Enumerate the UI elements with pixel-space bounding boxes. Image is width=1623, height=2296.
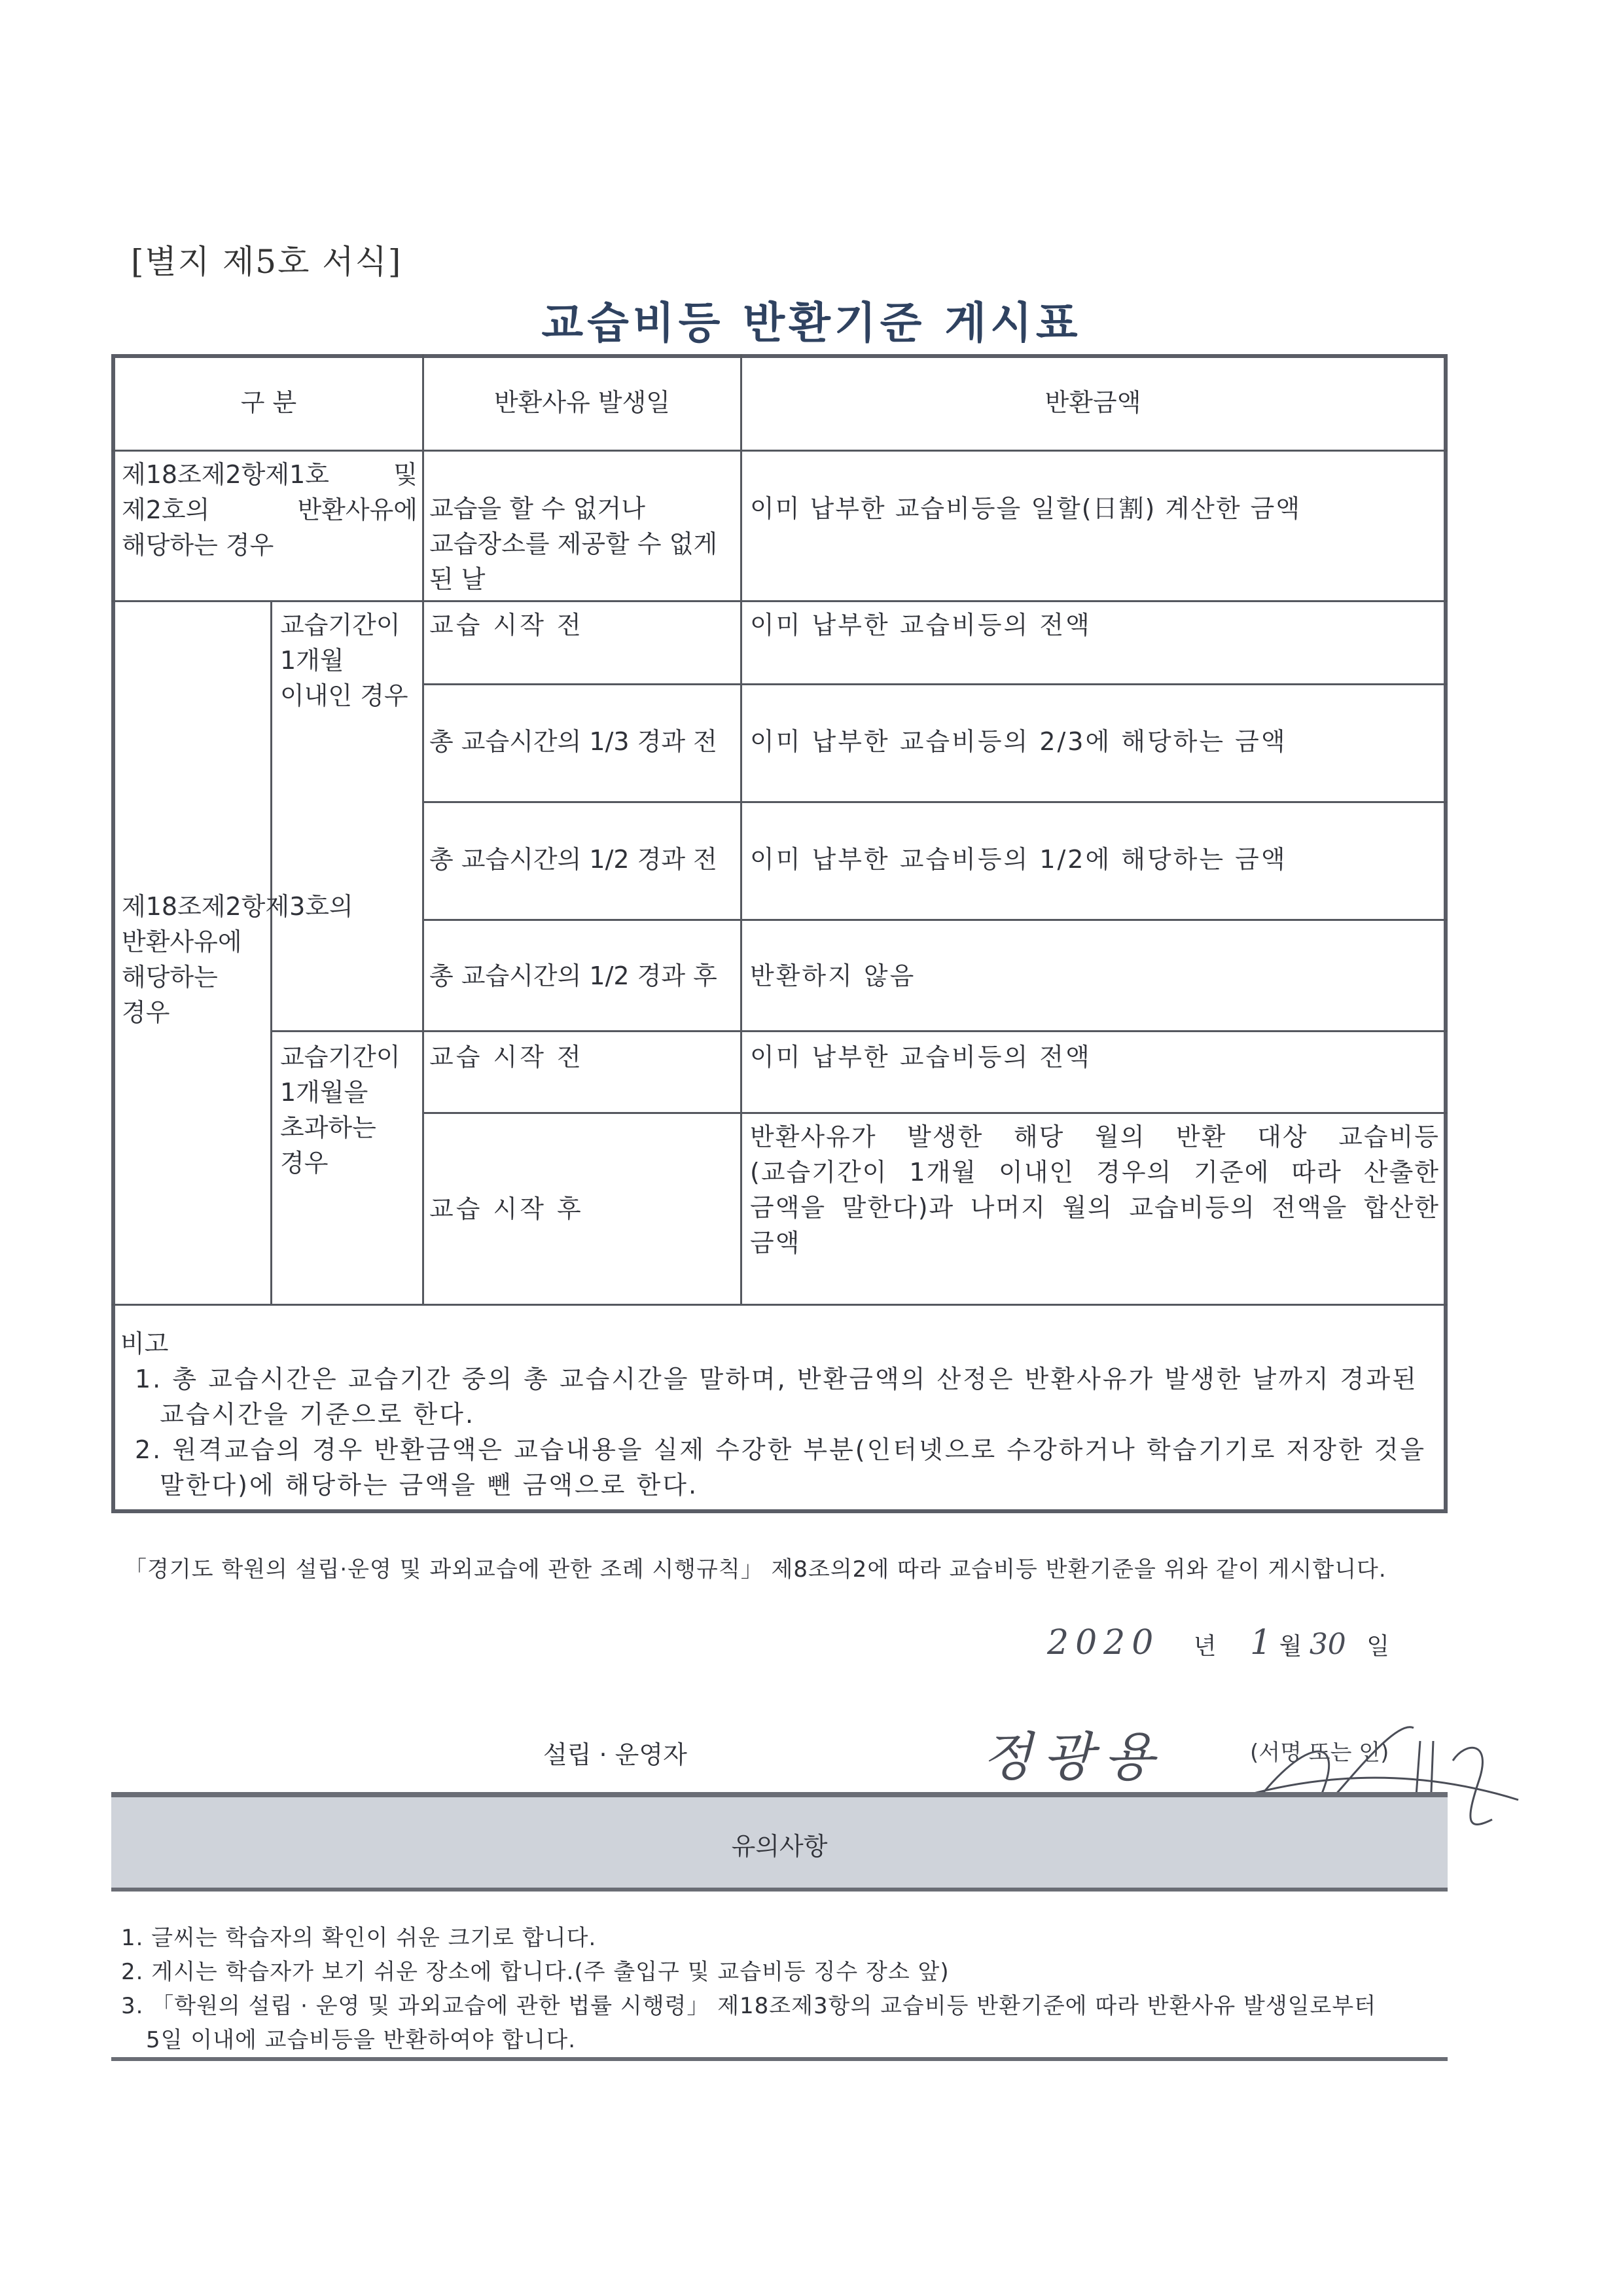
divider <box>111 450 1448 452</box>
sub-a-row2-amount: 이미 납부한 교습비등의 2/3에 해당하는 금액 <box>750 727 1287 756</box>
legal-notice: 「경기도 학원의 설립·운영 및 과외교습에 관한 조례 시행규칙」 제8조의2에 따라 교습비등 반환기준을 위와 같이 게시합니다. <box>124 1556 1387 1583</box>
sub-b-row1-amount: 이미 납부한 교습비등의 전액 <box>750 1043 1092 1071</box>
signer-name: 정광용 <box>982 1727 1165 1787</box>
sub-b-row1-occurrence: 교습 시작 전 <box>429 1043 584 1071</box>
sub-a-row1-amount: 이미 납부한 교습비등의 전액 <box>750 611 1092 639</box>
remark-item: 1. 총 교습시간은 교습기간 중의 총 교습시간을 말하며, 반환금액의 산정은 반환사유가 발생한 날까지 경과된 교습시간을 기준으로 한다. <box>135 1365 1418 1429</box>
divider <box>423 919 1448 921</box>
sub-a-row3-amount: 이미 납부한 교습비등의 1/2에 해당하는 금액 <box>750 845 1287 874</box>
date-day-unit: 일 <box>1366 1633 1390 1660</box>
date-month: 1 <box>1250 1623 1272 1662</box>
caution-item: 2. 게시는 학습자가 보기 쉬운 장소에 합니다.(주 출입구 및 교습비등 징수 장소 앞) <box>121 1959 950 1985</box>
date-month-unit: 월 <box>1279 1633 1302 1660</box>
divider <box>111 1304 1448 1306</box>
date-day: 30 <box>1309 1628 1346 1661</box>
form-label: [별지 제5호 서식] <box>131 243 402 281</box>
row1-category: 제18조제2항제1호 및 제2호의 반환사유에 해당하는 경우 <box>122 460 418 560</box>
date-year-unit: 년 <box>1193 1633 1217 1660</box>
divider <box>270 601 272 1304</box>
sub-b-label: 교습기간이 1개월을 초과하는 경우 <box>280 1043 401 1177</box>
date <box>1047 1623 1389 1662</box>
group2-category: 제18조제2항제3호의 반환사유에 해당하는 경우 <box>122 892 353 1027</box>
document-title: 교습비등 반환기준 게시표 <box>541 298 1082 348</box>
divider <box>423 683 1448 685</box>
sub-a-row2-occurrence: 총 교습시간의 1/3 경과 전 <box>429 727 717 756</box>
caution-item: 3. 「학원의 설립 · 운영 및 과외교습에 관한 법률 시행령」 제18조제3항의 교습비등 반환기준에 따라 반환사유 발생일로부터 <box>121 1993 1377 2019</box>
sub-b-row2-occurrence: 교습 시작 후 <box>429 1194 584 1223</box>
sub-a-row1-occurrence: 교습 시작 전 <box>429 611 584 639</box>
signer-label: 설립 · 운영자 <box>543 1740 687 1769</box>
divider <box>740 354 742 1304</box>
sub-a-row4-amount: 반환하지 않음 <box>750 961 916 990</box>
divider <box>423 1112 1448 1114</box>
sub-a-label: 교습기간이 1개월 이내인 경우 <box>280 611 408 710</box>
divider <box>423 801 1448 803</box>
caution-title: 유의사항 <box>731 1832 828 1861</box>
divider <box>111 600 1448 602</box>
caution-list <box>121 1921 1376 2057</box>
caution-item-continued: 5일 이내에 교습비등을 반환하여야 합니다. <box>146 2027 577 2053</box>
divider <box>422 354 424 1304</box>
signature-stamp-label: (서명 또는 인) <box>1250 1740 1389 1766</box>
sub-a-row4-occurrence: 총 교습시간의 1/2 경과 후 <box>429 961 717 990</box>
header-amount: 반환금액 <box>1044 388 1141 417</box>
remark-item: 2. 원격교습의 경우 반환금액은 교습내용을 실제 수강한 부분(인터넷으로 수강하거나 학습기기로 저장한 것을 말한다)에 해당하는 금액을 뺀 금액으로 한다. <box>135 1435 1427 1499</box>
row1-amount: 이미 납부한 교습비등을 일할(日割) 계산한 금액 <box>750 494 1302 523</box>
header-occurrence: 반환사유 발생일 <box>493 388 671 417</box>
header-category: 구 분 <box>240 388 297 417</box>
caution-item: 1. 글씨는 학습자의 확인이 쉬운 크기로 합니다. <box>121 1925 597 1951</box>
divider <box>270 1030 1448 1032</box>
sub-a-row3-occurrence: 총 교습시간의 1/2 경과 전 <box>429 845 717 874</box>
remarks-title: 비고 <box>120 1329 169 1358</box>
remarks <box>120 1326 1439 1503</box>
sub-b-row2-amount: 반환사유가 발생한 해당 월의 반환 대상 교습비등(교습기간이 1개월 이내인 경우의 기준에 따라 산출한 금액을 말한다)과 나머지 월의 교습비등의 전액을 합산한 금액 <box>750 1122 1440 1257</box>
row1-occurrence: 교습을 할 수 없거나 교습장소를 제공할 수 없게 된 날 <box>429 494 718 594</box>
date-year: 2020 <box>1047 1623 1160 1662</box>
bottom-rule <box>111 2057 1448 2061</box>
